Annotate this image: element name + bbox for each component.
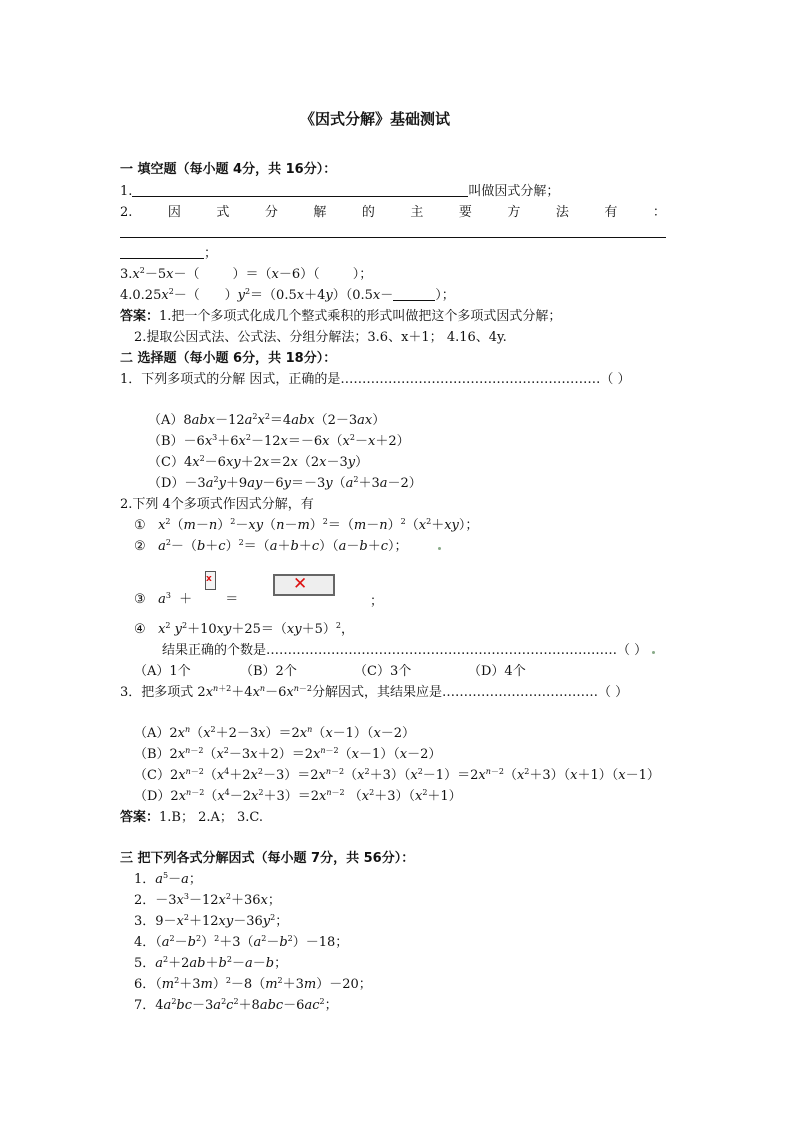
- question-2-1: 1．下列多项式的分解 因式，正确的是……………………………………………………（ ）: [120, 372, 631, 387]
- blank-line: [132, 184, 468, 197]
- option-2-2-d: （D）4个: [468, 664, 526, 679]
- section-1-answer: 答案：1.把一个多项式化成几个整式乘积的形式叫做把这个多项式因式分解；: [120, 309, 562, 324]
- blank-line: [120, 237, 666, 238]
- question-3-4: 4．$(a^2-b^2)^2+3(a^2-b^2)-18$；: [134, 934, 349, 950]
- question-3-1: 1．$a^5-a$；: [134, 871, 202, 887]
- question-3-2: 2．$-3x^3-12x^2+36x$；: [134, 892, 281, 908]
- question-2-2: 2.下列 4个多项式作因式分解，有: [120, 497, 314, 512]
- section-1-heading: 一 填空题（每小题 4分，共 16分）：: [120, 162, 337, 177]
- stray-mark: [438, 547, 441, 550]
- page-title: 《因式分解》基础测试: [300, 110, 451, 128]
- question-1-2-end: ；: [120, 246, 217, 262]
- option-2-2-b: （B）2个: [240, 664, 297, 679]
- question-1-3: $3.x^2-5x-$（ ）＝（x－6）（ ）；: [120, 266, 373, 282]
- section-1-answer-cont: 2.提取公因式法、公式法、分组分解法；3.6、x＋1； 4.16、4y.: [134, 330, 507, 345]
- blank-line: [393, 288, 435, 301]
- option-2-2-a: （A）1个: [134, 664, 191, 679]
- item-2-2-2: ② $a^2-(b+c)^2=(a+b+c)(a-b+c)$；: [134, 538, 408, 554]
- section-2-answer: 答案：1.B； 2.A； 3.C.: [120, 810, 264, 825]
- question-3-5: 5．$a^2+2ab+b^2-a-b$；: [134, 955, 288, 971]
- option-2-1-c: $(C)4x^2-6xy+2x=2x(2x-3y)$: [148, 454, 369, 470]
- blank-line: [120, 246, 204, 259]
- option-2-1-a: $(A)8abx-12a^2x^2=4abx(2-3ax)$: [148, 412, 386, 428]
- question-2-2-result: 结果正确的个数是………………………………………………………………………（ ）: [162, 643, 648, 658]
- option-2-3-a: $(A)2x^n(x^2+2-3x)=2x^n(x-1)(x-2)$: [134, 725, 416, 741]
- option-2-3-d: $(D)2x^{n-2}(x^4-2x^2+3)=2x^{n-2}$ $(x^2+3)(x^2+1)$: [134, 788, 462, 804]
- section-3-heading: 三 把下列各式分解因式（每小题 7分，共 56分）：: [120, 851, 415, 866]
- option-2-3-b: $(B)2x^{n-2}(x^2-3x+2)=2x^{n-2}(x-1)(x-2)$: [134, 746, 442, 762]
- item-2-2-1: ① $x^2(m-n)^2-xy(n-m)^2=(m-n)^2(x^2+xy)$；: [134, 517, 479, 533]
- question-2-3: 3．把多项式 $2x^{n+2}+4x^n-6x^{n-2}$分解因式，其结果应是………………………………（ ）: [120, 684, 629, 700]
- error-x-icon: ✕: [293, 574, 308, 594]
- option-2-3-c: $(C)2x^{n-2}(x^4+2x^2-3)=2x^{n-2}(x^2+3)(x^2-1)=2x^{n-2}(x^2+3)(x+1)(x-1)$: [134, 767, 660, 783]
- item-2-2-3: ③ $a^3$ ＋ ＝: [134, 591, 239, 607]
- question-3-7: 7．$4a^2bc-3a^2c^2+8abc-6ac^2$；: [134, 997, 338, 1013]
- option-2-1-b: $(B)-6x^3+6x^2-12x=-6x(x^2-x+2)$: [148, 433, 410, 449]
- item-2-2-3-end: ；: [370, 594, 384, 609]
- question-1-4: $4.0.25x^2-$（ ）$y^2=(0.5x+4y)(0.5x-$ ）；: [120, 287, 455, 303]
- section-2-heading: 二 选择题（每小题 6分，共 18分）：: [120, 351, 337, 366]
- stray-mark: [652, 651, 655, 654]
- question-3-6: 6．$(m^2+3m)^2-8(m^2+3m)-20$；: [134, 976, 372, 992]
- question-1-1: 1. 叫做因式分解；: [120, 184, 560, 199]
- item-2-2-4: ④ $x^2$ $y^2+10xy+25=(xy+5)^2$，: [134, 621, 354, 637]
- error-x-icon: x: [206, 574, 212, 584]
- option-2-2-c: （C）3个: [354, 664, 412, 679]
- option-2-1-d: $(D)-3a^2y+9ay-6y=-3y(a^2+3a-2)$: [148, 475, 422, 491]
- question-1-2: 2. 因 式 分 解 的 主 要 方 法 有 ：: [120, 205, 666, 220]
- question-3-3: 3．$9-x^2+12xy-36y^2$；: [134, 913, 289, 929]
